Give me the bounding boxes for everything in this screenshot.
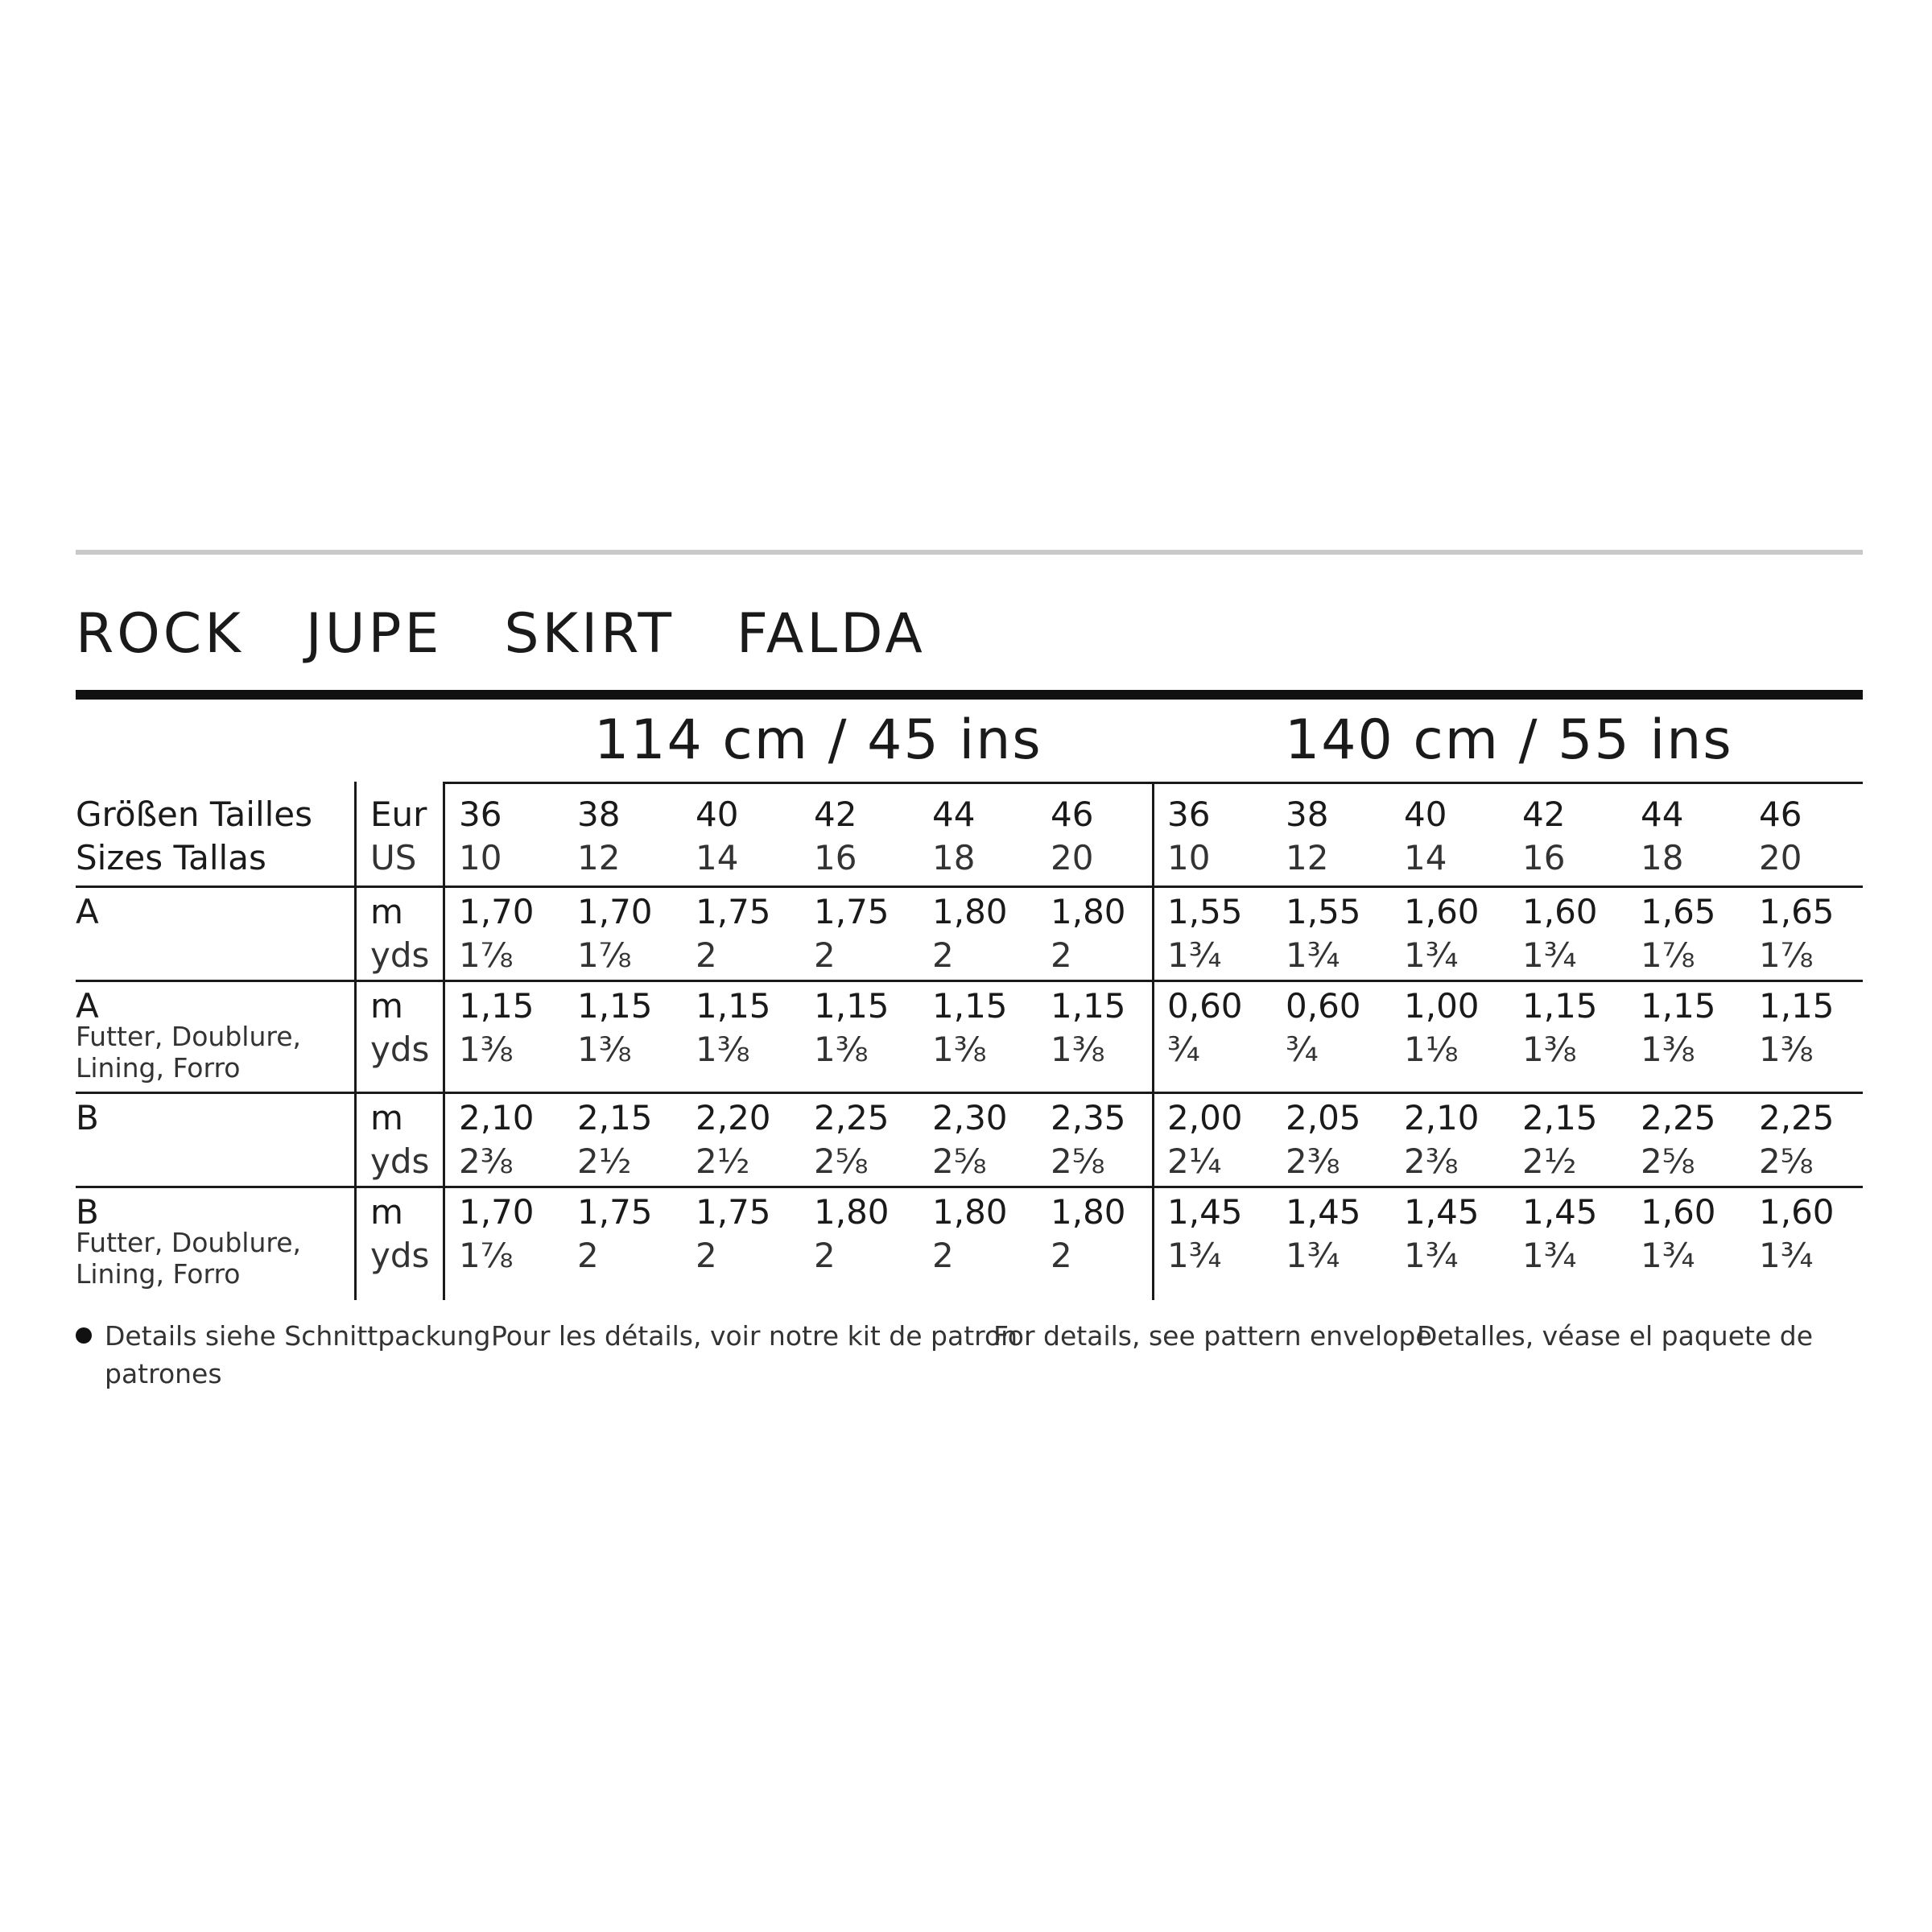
- unit-yds: yds: [370, 1236, 430, 1275]
- meters-value: 1,60: [1641, 1192, 1716, 1232]
- title-rule: [76, 690, 1863, 700]
- yards-value: 2⅝: [1641, 1141, 1695, 1181]
- yards-value: 1⅜: [1759, 1030, 1814, 1069]
- meters-value: 1,15: [577, 986, 653, 1026]
- yards-value: 2½: [1522, 1141, 1577, 1181]
- meters-value: 2,25: [1641, 1098, 1716, 1137]
- width-divider-rule: [1152, 782, 1154, 1300]
- eur-size: 36: [1167, 795, 1211, 834]
- meters-value: 1,45: [1167, 1192, 1243, 1232]
- meters-value: 1,80: [1051, 1192, 1126, 1232]
- eur-size: 38: [1286, 795, 1329, 834]
- yards-value: 1⅜: [696, 1030, 750, 1069]
- us-size: 10: [1167, 838, 1211, 877]
- yards-value: 2: [932, 1236, 954, 1275]
- yards-value: 2⅝: [814, 1141, 869, 1181]
- meters-value: 2,00: [1167, 1098, 1243, 1137]
- unit-m: m: [370, 892, 403, 931]
- row-label: B: [76, 1192, 99, 1232]
- yards-value: 2: [696, 935, 717, 975]
- meters-value: 1,45: [1522, 1192, 1598, 1232]
- yards-value: 2⅜: [1404, 1141, 1459, 1181]
- yards-value: 1¾: [1522, 1236, 1577, 1275]
- yards-value: 2⅜: [1286, 1141, 1340, 1181]
- yards-value: 1⅜: [932, 1030, 987, 1069]
- yards-value: 2⅝: [1051, 1141, 1105, 1181]
- yards-value: 2⅜: [459, 1141, 514, 1181]
- meters-value: 1,65: [1759, 892, 1835, 931]
- meters-value: 1,15: [1522, 986, 1598, 1026]
- yards-value: 2½: [696, 1141, 750, 1181]
- footnote-bullet: [76, 1327, 92, 1344]
- row-label: A: [76, 892, 99, 931]
- yards-value: 1¾: [1167, 1236, 1222, 1275]
- yards-value: 1⅜: [814, 1030, 869, 1069]
- eur-size: 42: [814, 795, 857, 834]
- meters-value: 1,15: [696, 986, 771, 1026]
- yards-value: 1⅞: [1759, 935, 1814, 975]
- meters-value: 1,60: [1522, 892, 1598, 931]
- yards-value: 2: [577, 1236, 599, 1275]
- unit-yds: yds: [370, 935, 430, 975]
- row-rule-1: [76, 886, 1863, 888]
- yards-value: 1⅜: [1051, 1030, 1105, 1069]
- yards-value: 1⅞: [1641, 935, 1695, 975]
- us-label: US: [370, 838, 417, 877]
- yards-value: 1¾: [1404, 935, 1459, 975]
- meters-value: 1,75: [577, 1192, 653, 1232]
- eur-size: 40: [696, 795, 739, 834]
- yards-value: 1⅞: [577, 935, 632, 975]
- eur-size: 38: [577, 795, 621, 834]
- unit-yds: yds: [370, 1141, 430, 1181]
- fabric-width-140: 140 cm / 55 ins: [1285, 708, 1733, 772]
- yards-value: 2: [1051, 1236, 1072, 1275]
- size-label-line2: Sizes Tallas: [76, 838, 266, 877]
- meters-value: 1,15: [1759, 986, 1835, 1026]
- meters-value: 1,80: [932, 892, 1008, 931]
- eur-size: 40: [1404, 795, 1447, 834]
- yards-value: 2: [696, 1236, 717, 1275]
- yards-value: 1¾: [1641, 1236, 1695, 1275]
- yards-value: 1⅜: [459, 1030, 514, 1069]
- unit-m: m: [370, 1098, 403, 1137]
- yards-value: 1¾: [1167, 935, 1222, 975]
- yards-value: 1¾: [1522, 935, 1577, 975]
- meters-value: 1,15: [932, 986, 1008, 1026]
- meters-value: 1,45: [1286, 1192, 1361, 1232]
- meters-value: 1,00: [1404, 986, 1480, 1026]
- row-label: A: [76, 986, 99, 1026]
- yards-value: ¾: [1286, 1030, 1319, 1069]
- size-label-line1: Größen Tailles: [76, 795, 313, 834]
- meters-value: 1,60: [1759, 1192, 1835, 1232]
- yards-value: 2⅝: [932, 1141, 987, 1181]
- meters-value: 1,45: [1404, 1192, 1480, 1232]
- yards-value: 2: [814, 1236, 836, 1275]
- us-size: 14: [1404, 838, 1447, 877]
- us-size: 20: [1759, 838, 1802, 877]
- meters-value: 1,65: [1641, 892, 1716, 931]
- eur-label: Eur: [370, 795, 427, 834]
- yards-value: 1¾: [1286, 1236, 1340, 1275]
- meters-value: 1,75: [696, 892, 771, 931]
- meters-value: 1,15: [459, 986, 535, 1026]
- meters-value: 2,10: [1404, 1098, 1480, 1137]
- meters-value: 0,60: [1167, 986, 1243, 1026]
- yards-value: 1¾: [1286, 935, 1340, 975]
- footnote-fr: Pour les détails, voir notre kit de patron: [491, 1320, 1018, 1352]
- yards-value: 2¼: [1167, 1141, 1222, 1181]
- top-rule: [76, 550, 1863, 555]
- meters-value: 1,70: [577, 892, 653, 931]
- yards-value: 1⅜: [1641, 1030, 1695, 1069]
- footnote-es: Detalles, véase el paquete de: [1417, 1320, 1814, 1352]
- meters-value: 2,25: [814, 1098, 890, 1137]
- row-sublabel: Lining, Forro: [76, 1052, 241, 1084]
- meters-value: 1,15: [1641, 986, 1716, 1026]
- meters-value: 2,05: [1286, 1098, 1361, 1137]
- eur-size: 46: [1051, 795, 1094, 834]
- yards-value: 1¾: [1759, 1236, 1814, 1275]
- unit-yds: yds: [370, 1030, 430, 1069]
- row-sublabel: Lining, Forro: [76, 1258, 241, 1290]
- yards-value: 2: [932, 935, 954, 975]
- row-sublabel: Futter, Doublure,: [76, 1227, 302, 1258]
- unit-column-rule: [443, 782, 445, 1300]
- yards-value: 2: [1051, 935, 1072, 975]
- meters-value: 1,55: [1167, 892, 1243, 931]
- row-sublabel: Futter, Doublure,: [76, 1021, 302, 1052]
- yards-value: 2⅝: [1759, 1141, 1814, 1181]
- meters-value: 1,75: [814, 892, 890, 931]
- meters-value: 0,60: [1286, 986, 1361, 1026]
- eur-size: 44: [932, 795, 976, 834]
- meters-value: 1,15: [814, 986, 890, 1026]
- row-rule-4: [76, 1186, 1863, 1188]
- meters-value: 1,75: [696, 1192, 771, 1232]
- row-rule-2: [76, 980, 1863, 982]
- meters-value: 2,15: [1522, 1098, 1598, 1137]
- yards-value: ¾: [1167, 1030, 1200, 1069]
- label-column-rule: [354, 782, 357, 1300]
- unit-m: m: [370, 1192, 403, 1232]
- yards-value: 1⅞: [459, 935, 514, 975]
- us-size: 18: [1641, 838, 1684, 877]
- meters-value: 1,70: [459, 892, 535, 931]
- meters-value: 1,15: [1051, 986, 1126, 1026]
- yards-value: 1¾: [1404, 1236, 1459, 1275]
- eur-size: 42: [1522, 795, 1566, 834]
- meters-value: 1,80: [932, 1192, 1008, 1232]
- us-size: 18: [932, 838, 976, 877]
- footnote-en: For details, see pattern envelope: [993, 1320, 1432, 1352]
- us-size: 12: [577, 838, 621, 877]
- meters-value: 1,55: [1286, 892, 1361, 931]
- row-label: B: [76, 1098, 99, 1137]
- meters-value: 1,60: [1404, 892, 1480, 931]
- yards-value: 1⅞: [459, 1236, 514, 1275]
- meters-value: 1,70: [459, 1192, 535, 1232]
- eur-size: 36: [459, 795, 502, 834]
- meters-value: 2,30: [932, 1098, 1008, 1137]
- unit-m: m: [370, 986, 403, 1026]
- page-title: ROCK JUPE SKIRT FALDA: [76, 602, 926, 666]
- meters-value: 2,25: [1759, 1098, 1835, 1137]
- footnote-es-continued: patrones: [105, 1358, 222, 1389]
- us-size: 10: [459, 838, 502, 877]
- meters-value: 1,80: [814, 1192, 890, 1232]
- footnote-de: Details siehe Schnittpackung: [105, 1320, 491, 1352]
- us-size: 14: [696, 838, 739, 877]
- yards-value: 1⅛: [1404, 1030, 1459, 1069]
- yards-value: 1⅜: [577, 1030, 632, 1069]
- row-rule-3: [76, 1092, 1863, 1094]
- meters-value: 2,20: [696, 1098, 771, 1137]
- eur-size: 46: [1759, 795, 1802, 834]
- eur-size: 44: [1641, 795, 1684, 834]
- us-size: 16: [814, 838, 857, 877]
- yards-value: 2½: [577, 1141, 632, 1181]
- meters-value: 2,10: [459, 1098, 535, 1137]
- meters-value: 2,15: [577, 1098, 653, 1137]
- yards-value: 2: [814, 935, 836, 975]
- yards-value: 1⅜: [1522, 1030, 1577, 1069]
- fabric-width-114: 114 cm / 45 ins: [594, 708, 1042, 772]
- meters-value: 1,80: [1051, 892, 1126, 931]
- meters-value: 2,35: [1051, 1098, 1126, 1137]
- us-size: 20: [1051, 838, 1094, 877]
- us-size: 12: [1286, 838, 1329, 877]
- us-size: 16: [1522, 838, 1566, 877]
